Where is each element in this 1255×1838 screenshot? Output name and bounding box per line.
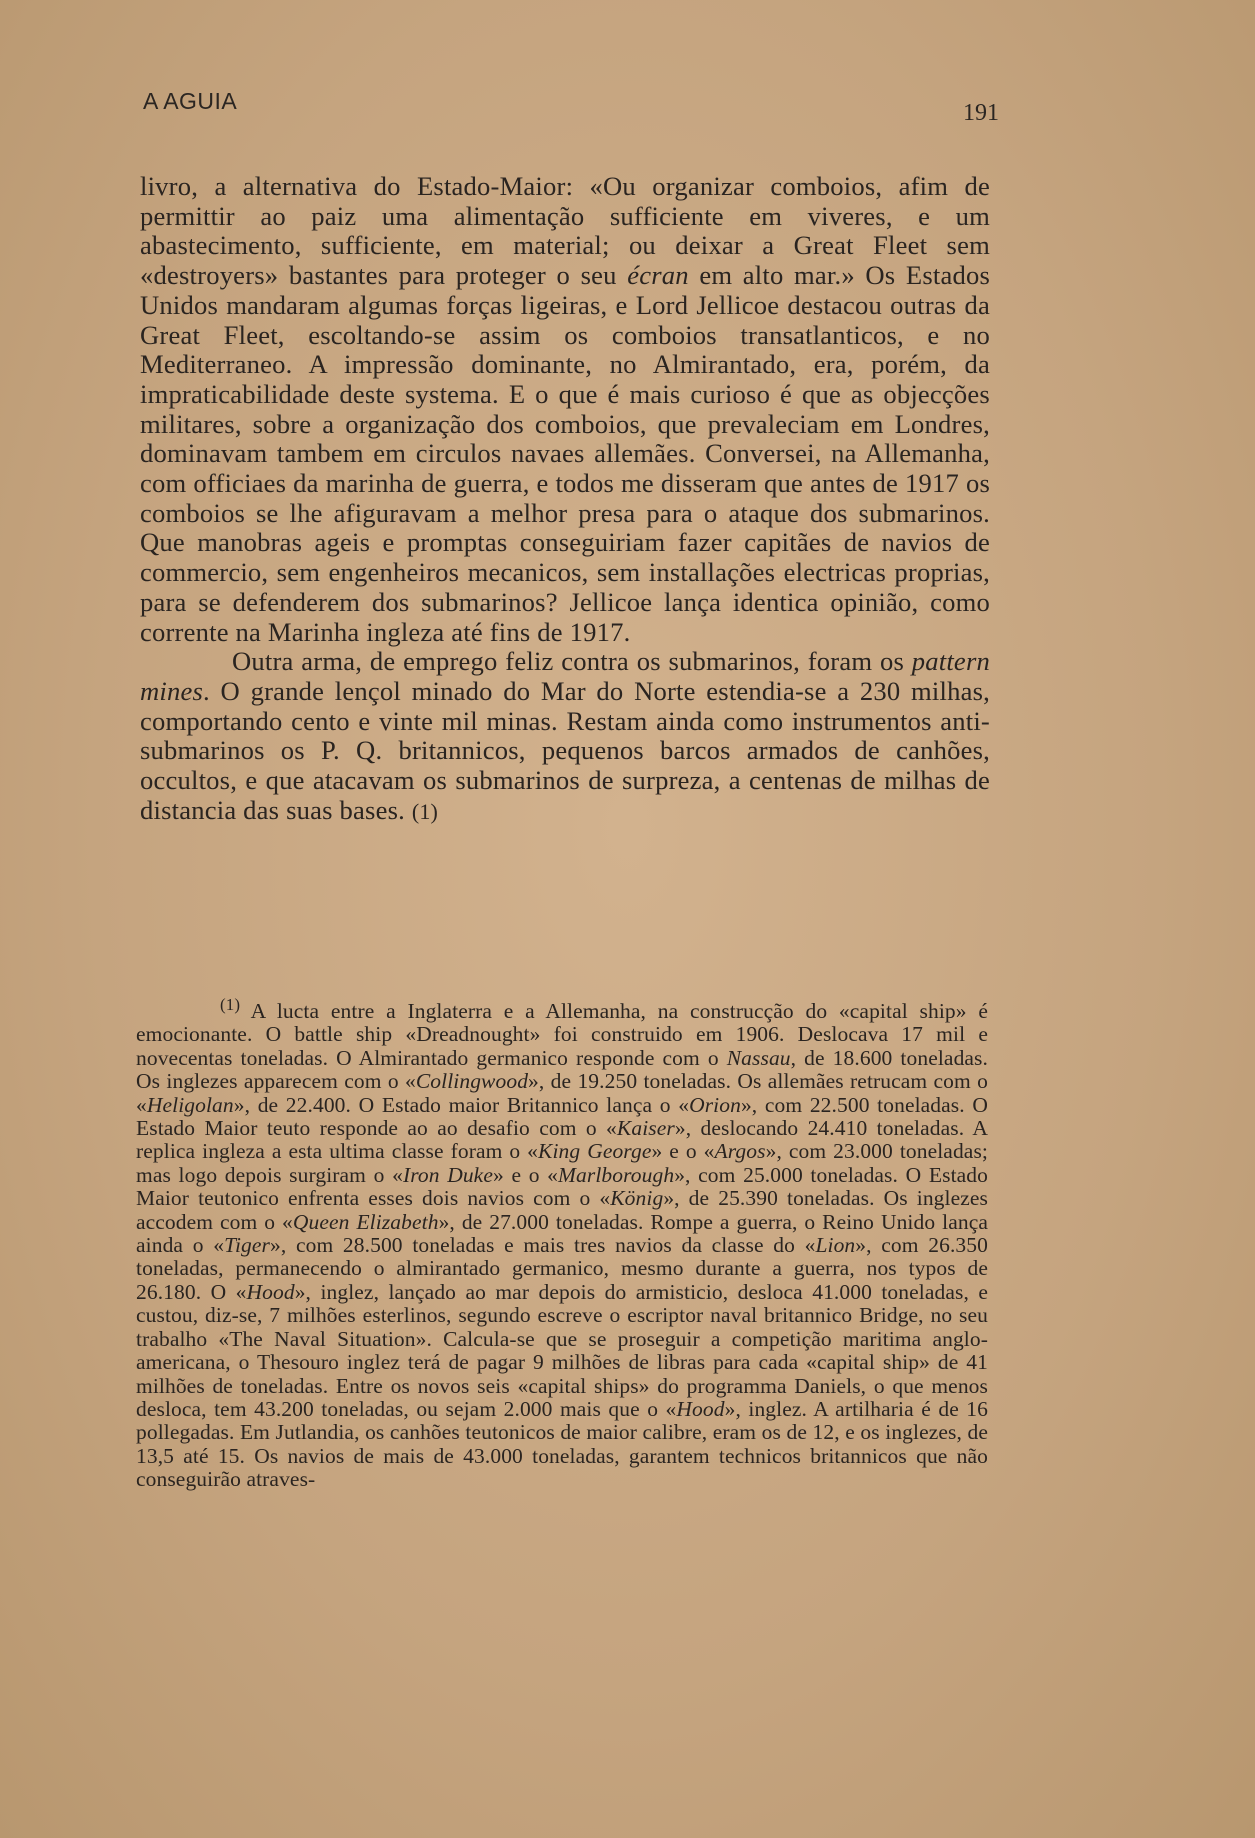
footnote-segment: A lucta entre a Inglaterra e a Allemanha, na construcção do «capital ship» é emocionante. O battle ship «Dreadnought» foi construido em 1906. Deslocava 17 mil e novecentas toneladas. O Almirantado germanico responde com o bbox=[136, 999, 988, 1070]
ship-name: Kaiser bbox=[616, 1116, 675, 1141]
ship-name: Lion bbox=[815, 1233, 856, 1258]
ship-name: Hood bbox=[246, 1279, 295, 1304]
footnote-segment: », inglez, lançado ao mar depois do armisticio, desloca 41.000 toneladas, e custou, diz-se, 7 milhões esterlinos, segundo escreve o escriptor naval britannico Bridge, no seu trabalho «The Naval Situation». Calcula-se que se proseguir a competição maritima anglo-americana, o Thesouro inglez terá de pagar 9 milhões de libras para cada «capital ship» de 41 milhões de toneladas. Entre os novos seis «capital ships» do programma Daniels, o que menos desloca, tem 43.200 toneladas, ou sejam 2.000 mais que o « bbox=[136, 1279, 988, 1421]
ship-name: Nassau bbox=[726, 1045, 791, 1070]
paragraph-2-text-b: . O grande lençol minado do Mar do Norte estendia-se a 230 milhas, comportando cento e vinte mil minas. Restam ainda como instrumentos anti-submarinos os P. Q. britannicos, pequenos barcos armados de canhões, occultos, e que atacavam os submarinos de surpreza, a centenas de milhas de distancia das suas bases. bbox=[140, 675, 990, 825]
ship-name: King George bbox=[538, 1139, 652, 1164]
footnote-text bbox=[136, 994, 988, 1492]
footnote-reference: (1) bbox=[411, 798, 439, 824]
footnote-segment: », de 25.390 toneladas. Os inglezes accodem com o « bbox=[136, 1186, 988, 1234]
footnote-segment: », de 22.400. O Estado maior Britannico lança o « bbox=[233, 1092, 690, 1117]
paragraph-2-text-a: Outra arma, de emprego feliz contra os submarinos, foram os bbox=[232, 646, 912, 677]
footnote-segment: », com 22.500 toneladas. O Estado Maior teuto responde ao ao desafio com o « bbox=[136, 1092, 988, 1141]
ship-name: Marlborough bbox=[558, 1162, 675, 1187]
paragraph-1-text-b: em alto mar.» Os Estados Unidos mandaram algumas forças ligeiras, e Lord Jellicoe destacou outras da Great Fleet, escoltando-se assim os comboios transatlanticos, e no Mediterraneo. A impressão dominante, no Almirantado, era, porém, da impraticabilidade deste systema. E o que é mais curioso é que as objecções militares, sobre a organização dos comboios, que prevaleciam em Londres, dominavam tambem em circulos navaes allemães. Conversei, na Allemanha, com officiaes da marinha de guerra, e todos me disseram que antes de 1917 os comboios se lhe afiguravam a melhor presa para o ataque dos submarinos. Que manobras ageis e promptas conseguiriam fazer capitães de navios de commercio, sem engenheiros mecanicos, sem installações electricas proprias, para se defenderem dos submarinos? Jellicoe lança identica opinião, como corrente na Marinha ingleza até fins de 1917. bbox=[140, 260, 991, 647]
ship-name: Collingwood bbox=[415, 1069, 529, 1094]
footnote bbox=[136, 994, 988, 1492]
footnote-mark: (1) bbox=[220, 994, 241, 1014]
footnote-segment: , de 18.600 toneladas. Os inglezes apparecem com o « bbox=[136, 1045, 988, 1094]
paragraph-1-text-a: livro, a alternativa do Estado-Maior: «Ou organizar comboios, afim de permittir ao paiz uma alimentação sufficiente em viveres, e um abastecimento, sufficiente, em material; ou deixar a Great Fleet sem «destroyers» bastantes para proteger o seu bbox=[140, 171, 990, 291]
pattern-mines-italic: pattern mines bbox=[140, 646, 990, 706]
paragraph-2 bbox=[140, 647, 990, 826]
ecran-italic: écran bbox=[627, 260, 689, 291]
footnote-segment: » e o « bbox=[651, 1139, 715, 1164]
ship-name: Heligolan bbox=[146, 1092, 234, 1117]
ship-name: Iron Duke bbox=[402, 1162, 493, 1187]
ship-name: Orion bbox=[689, 1092, 741, 1117]
page-number: 191 bbox=[963, 100, 999, 126]
running-title: A AGUIA bbox=[143, 88, 238, 114]
ship-name: Queen Elizabeth bbox=[292, 1209, 439, 1234]
ship-name: König bbox=[610, 1186, 664, 1211]
footnote-segment: », inglez. A artilharia é de 16 pollegadas. Em Jutlandia, os canhões teutonicos de maior calibre, eram os de 12, e os inglezes, de 13,5 até 15. Os navios de mais de 43.000 toneladas, garantem technicos britannicos que não conseguirão atraves- bbox=[136, 1396, 988, 1492]
footnote-segment: », deslocando 24.410 toneladas. A replica ingleza a esta ultima classe foram o « bbox=[136, 1116, 988, 1164]
footnote-segment: », com 26.350 toneladas, permanecendo o almirantado germanico, mesmo durante a guerra, nos typos de 26.180. O « bbox=[136, 1233, 988, 1304]
paragraph-1 bbox=[140, 172, 990, 647]
footnote-segment: », de 19.250 toneladas. Os allemães retrucam com o « bbox=[136, 1069, 988, 1117]
footnote-segment: » e o « bbox=[492, 1162, 559, 1187]
footnote-segment: », com 28.500 toneladas e mais tres navios da classe do « bbox=[269, 1233, 816, 1258]
main-text bbox=[140, 172, 990, 826]
ship-name: Hood bbox=[676, 1396, 725, 1421]
ship-name: Argos bbox=[714, 1139, 766, 1164]
footnote-segment: », com 25.000 toneladas. O Estado Maior teutonico enfrenta esses dois navios com o « bbox=[136, 1162, 988, 1211]
footnote-segment: », de 27.000 toneladas. Rompe a guerra, o Reino Unido lança ainda o « bbox=[136, 1209, 988, 1258]
ship-name: Tiger bbox=[224, 1233, 270, 1258]
footnote-segment: », com 23.000 toneladas; mas logo depois surgiram o « bbox=[136, 1139, 988, 1187]
